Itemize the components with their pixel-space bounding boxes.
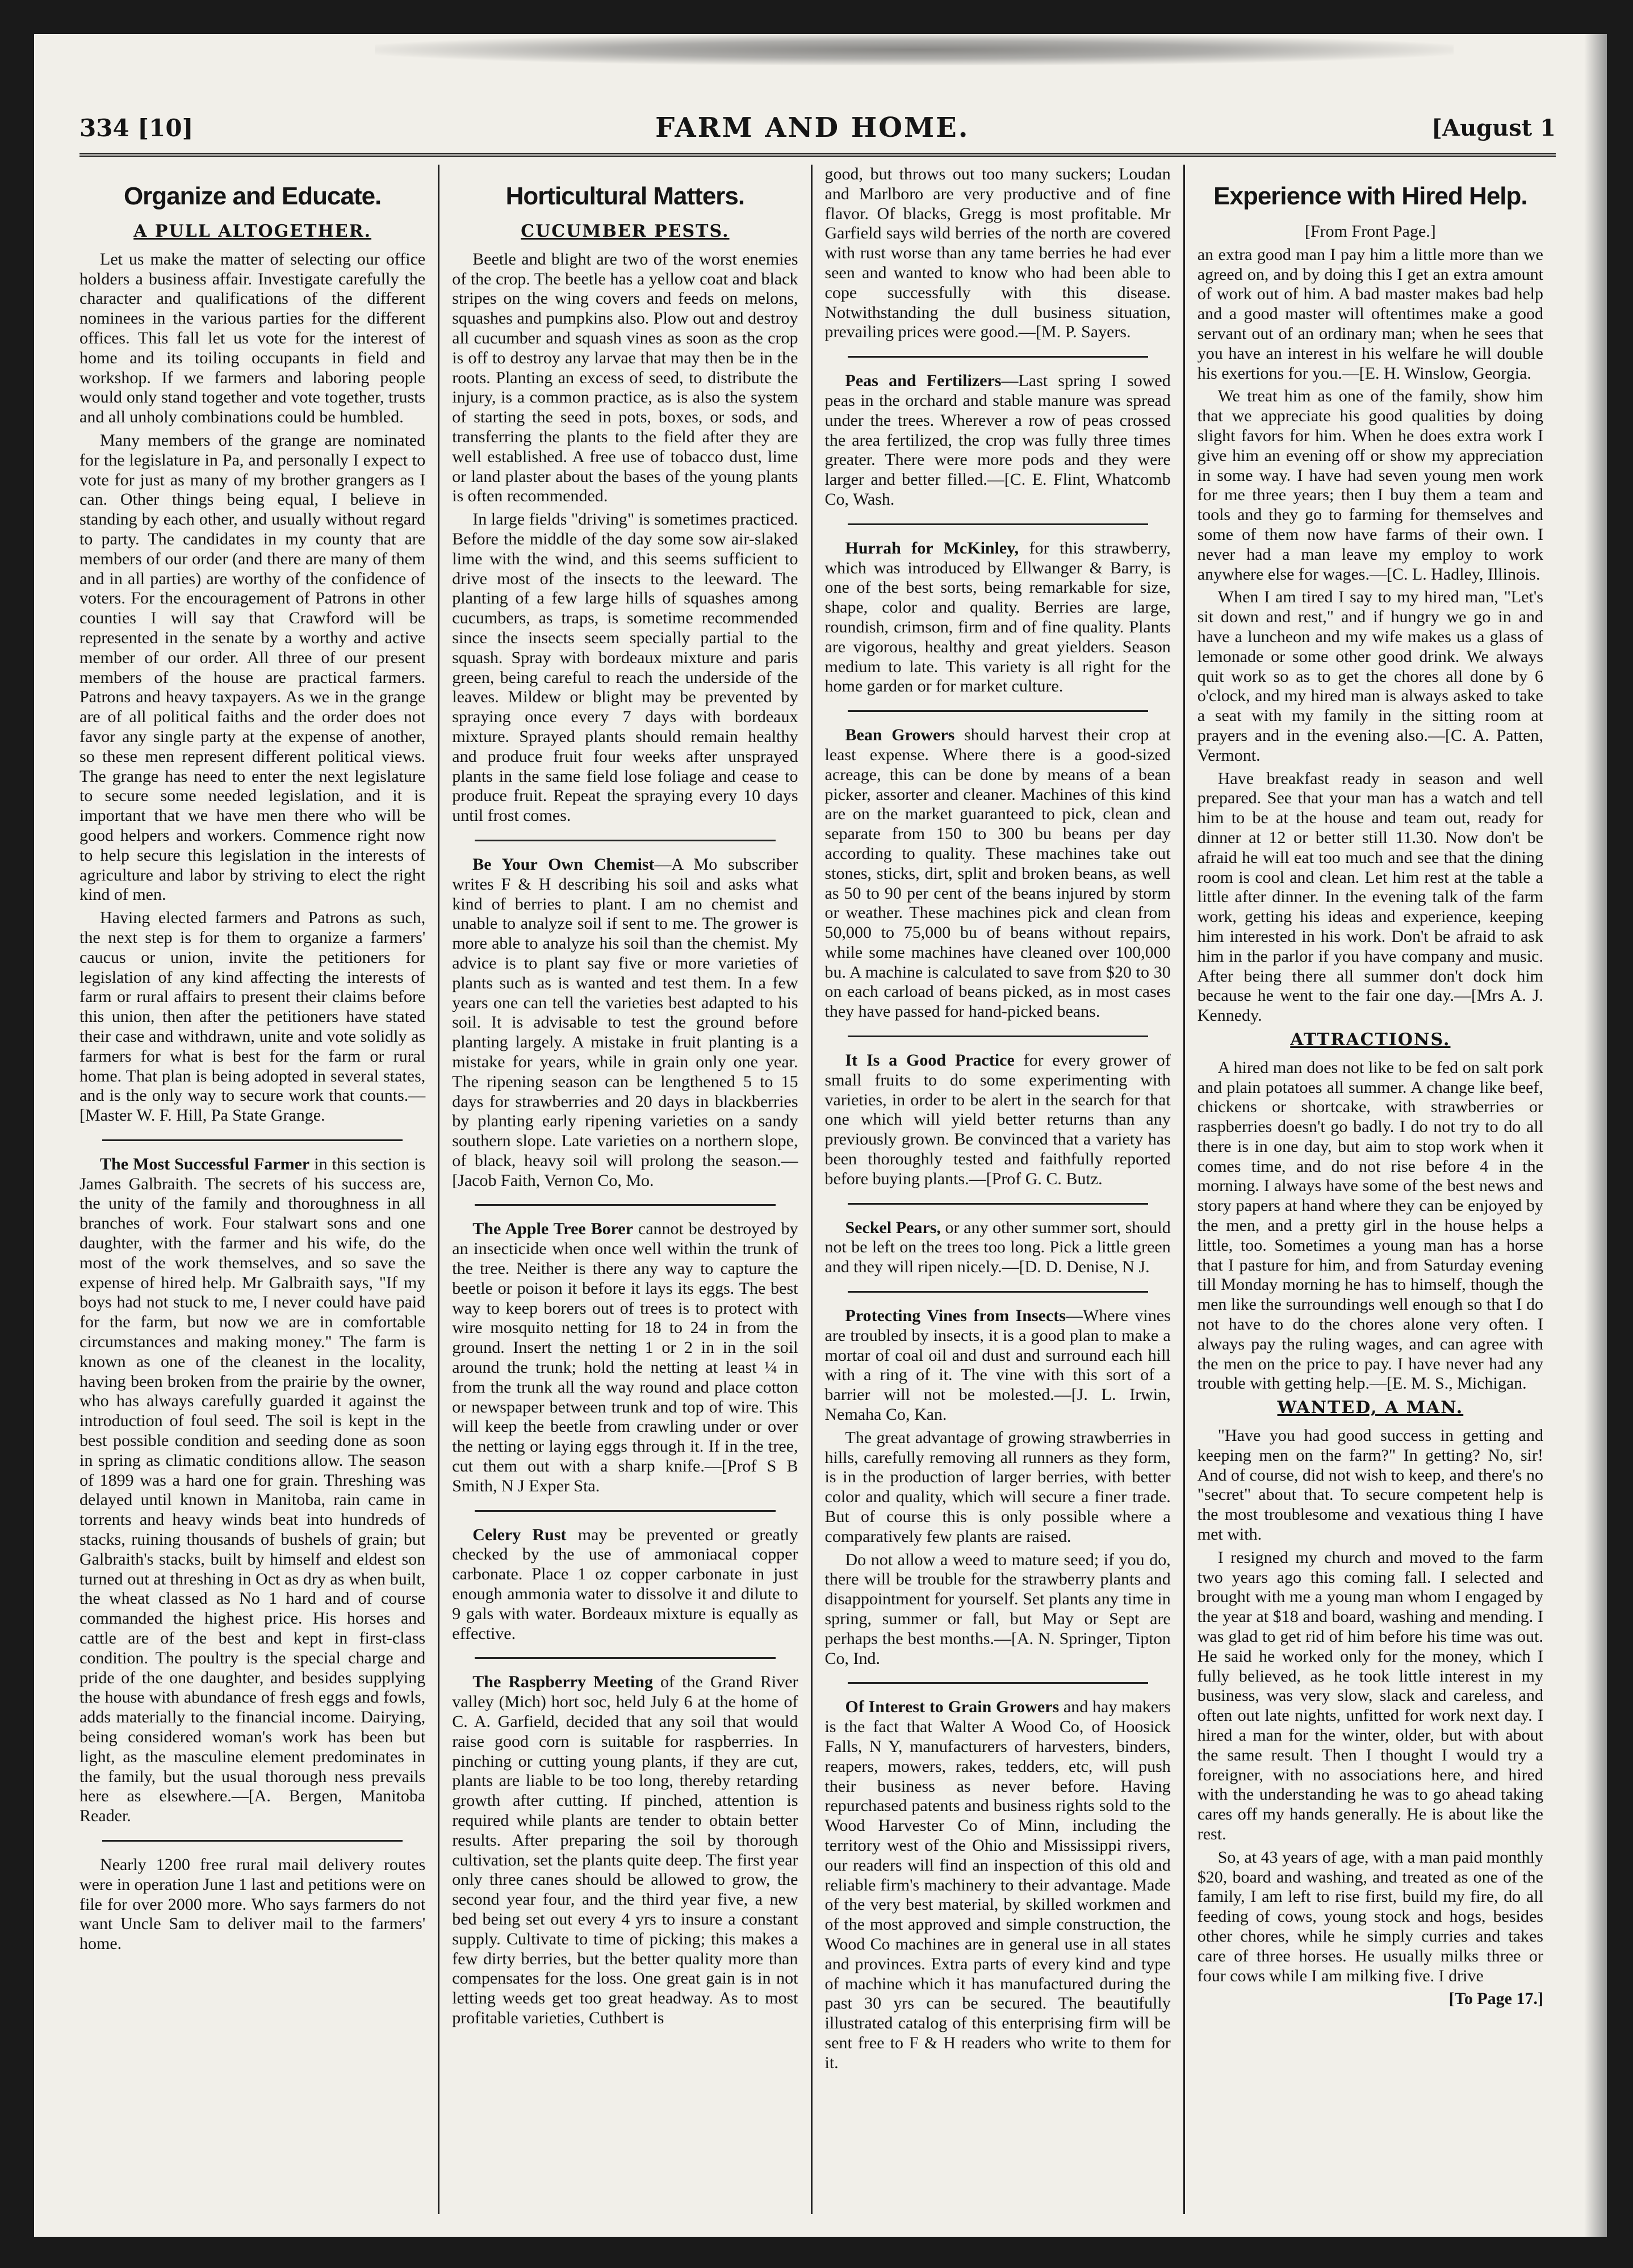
paragraph-text: or any other summer sort, should not be left on the trees too long. Pick a little green and they will ripen nicely.—[D. D. Denise, N J. [824, 1218, 1171, 1277]
paragraph [825, 1218, 1171, 1277]
paragraph-text: —A Mo subscriber writes F & H describing his soil and asks what kind of berries to plant. I am no chemist and unable to analyze soil if sent to me. The grower is more able to analyze his soil than the chemist. My advice is to plant say five or more varieties of plants such as is wanted and test them. In a few years one can tell the varieties best adapted to his soil. It is advisable to test the ground before planting largely. A mistake in fruit planting is a mistake for years, while in grain only one year. The ripening season can be lengthened 5 to 15 days for strawberries and 20 days in blackberries by planting early ripening varieties on a sandy southern slope. Late varieties on a northern slope, of black, heavy soil will prolong the season.—[Jacob Faith, Vernon Co, Mo. [452, 854, 798, 1190]
paragraph-lead: Hurrah for McKinley, [845, 538, 1019, 557]
divider [475, 1510, 775, 1512]
article-subtitle: CUCUMBER PESTS. [521, 221, 730, 242]
continued-from-note: [From Front Page.] [1304, 222, 1436, 241]
page-folio: 334 [10] [79, 114, 194, 142]
paragraph-lead: The Apple Tree Borer [472, 1219, 634, 1239]
paragraph-text: in this section is James Galbraith. The secrets of his success are, the unity of the family and thoroughness in all branches of work. Four stalwart sons and one daughter, with the farmer and his wife, do the most of the work themselves, and so save the expense of hired help. Mr Galbraith says, "If my boys had not stuck to me, I never could have paid for the farm, but now we are in comfortable circumstances and making money." The farm is known as one of the cleanest in the locality, having been broken from the prairie by the owner, who has always carefully guarded it against the introduction of foul seed. The soil is kept in the best possible condition and seeding done as soon in spring as climatic conditions allow. The season of 1899 was a hard one for grain. Threshing was delayed until known in Manitoba, rain came in torrents and heavy winds beat into hundreds of stacks, ruining thousands of bushels of grain; but Galbraith's stacks, built by himself and eldest son turned out at threshing in Oct as dry as when built, the wheat classed as No 1 hard and of course commanded the highest price. His horses and cattle are of the best and kept in first-class condition. The poultry is the special charge and pride of the one daughter, and besides supplying the house with abundance of fresh eggs and fowls, adds materially to the financial income. Dairying, being considered woman's work has been but light, as the masculine element predominates in the family, but the usual thorough ness prevails here as elsewhere.—[A. Bergen, Manitoba Reader. [79, 1154, 426, 1826]
paragraph: an extra good man I pay him a little more than we agreed on, and by doing this I get an extra amount of work out of him. A bad master makes bad help and a good master will oftentimes make a good servant out of an ordinary man; when he sees that you have an interest in his welfare he will double his exertions for you.—[E. H. Winslow, Georgia. [1197, 245, 1543, 383]
paragraph-lead: Of Interest to Grain Growers [845, 1697, 1060, 1717]
article-subtitle: A PULL ALTOGETHER. [133, 221, 372, 242]
paragraph [825, 726, 1171, 1022]
paragraph-lead: It Is a Good Practice [845, 1051, 1015, 1070]
article-subtitle: ATTRACTIONS. [1290, 1029, 1451, 1050]
paragraph: "Have you had good success in getting and keeping men on the farm?" In getting? No, sir! And of course, did not wish to keep, and there's no "secret" about that. To secure competent help is the most troublesome and vexatious thing I have met with. [1197, 1426, 1543, 1544]
paragraph: A hired man does not like to be fed on salt pork and plain potatoes all summer. A change like beef, chickens or shortcake, with strawberries or raspberries doesn't go badly. I do not try to do all there is in one day, but aim to stop work when it comes time, and do not rise before 4 in the morning. I always have some of the best news and story papers at hand where they can be enjoyed by the men, and a pretty girl in the house helps a little, too. Sometimes a young man has a horse that I pasture for him, and from Saturday evening till Monday morning he has to himself, though the men like the surroundings well enough so that I do not have to do the chores alone very often. I always pay the ruling wages, and can agree with the men on the price to pay. I have never had any trouble with getting help.—[E. M. S., Michigan. [1197, 1058, 1543, 1393]
paragraph [825, 1051, 1171, 1189]
columns [79, 165, 1556, 2214]
issue-date: [August 1 [1431, 114, 1556, 141]
paragraph: Nearly 1200 free rural mail delivery routes were in operation June 1 last and petitions were on file for over 2000 more. Who says farmers do not want Uncle Sam to deliver mail to the farmers' home. [79, 1855, 426, 1953]
paragraph-lead: The Raspberry Meeting [472, 1672, 653, 1692]
paragraph [825, 539, 1171, 697]
paragraph: Do not allow a weed to mature seed; if you do, there will be trouble for the strawberry plants and disappointment for yourself. Set plants any time in spring, summer or fall, but May or Sept are perhaps the best months.—[A. N. Springer, Tipton Co, Ind. [824, 1550, 1171, 1668]
paragraph-text: should harvest their crop at least expense. Where there is a good-sized acreage, this can be done by means of a bean picker, assorter and cleaner. Machines of this kind are on the market guaranteed to pick, clean and separate from 150 to 300 bu beans per day according to quality. These machines take out stones, sticks, dirt, split and broken beans, as well as 50 to 90 per cent of the beans injured by storm or weather. These machines pick and clean from 50,000 to 75,000 bu of beans without repairs, while some machines have cleaned over 100,000 bu. A machine is calculated to save from $20 to 30 on each carload of beans picked, as in most cases they have passed for hand-picked beans. [824, 726, 1171, 1021]
paragraph-text: of the Grand River valley (Mich) hort soc, held July 6 at the home of C. A. Garfield, decided that any soil that would raise good corn is suitable for raspberries. In pinching or cutting young plants, if they are cut, plants are liable to be too long, thereby retarding growth after cutting. If pinched, attention is required while plants are tender to obtain better results. After preparing the soil by thorough cultivation, set the plants quite deep. The first year only three canes should be allowed to grow, the second year four, and the third year five, a new bed being set out every 4 yrs to insure a constant supply. Cultivate to time of picking; this makes a few dirty berries, but the better quality more than compensates for the loss. One great gain is in not letting weeds get too great headway. As to most profitable varieties, Cuthbert is [452, 1672, 798, 2027]
page-header [79, 102, 1556, 157]
paragraph: Having elected farmers and Patrons as such, the next step is for them to organize a farmers' caucus or union, invite the petitioners for legislation of any kind affecting the interests of farm or rural affairs to present their claims before this union, then after the petitioners have stated their case and withdrawn, unite and vote solidly as farmers for what is best for the farm or rural home. That plan is being adopted in several states, and is the only way to secure work that counts.—[Master W. F. Hill, Pa State Grange. [79, 908, 426, 1125]
section-title: Organize and Educate. [123, 182, 382, 210]
paragraph-lead: Seckel Pears, [845, 1218, 941, 1237]
divider [848, 356, 1148, 358]
divider [848, 523, 1148, 525]
paragraph: So, at 43 years of age, with a man paid monthly $20, board and washing, and treated as one of the family, I am left to rise first, build my fire, do all feeding of cows, young stock and hogs, besides other chores, while he simply curries and takes care of three horses. He usually milks three or four cows while I am milking five. I drive [1197, 1847, 1543, 1985]
divider [848, 1682, 1148, 1684]
continued-to-note: [To Page 17.] [1448, 1989, 1543, 2009]
paragraph: In large fields "driving" is sometimes practiced. Before the middle of the day some sow air-slaked lime with the wind, and this seems sufficient to drive most of the insects to the leeward. The planting of a few large hills of squashes among cucumbers, as traps, is sometime recommended since the insects seem specially partial to the squash. Spray with bordeaux mixture and paris green, being careful to reach the underside of the leaves. Mildew or blight may be prevented by spraying once every 7 days with bordeaux mixture. Sprayed plants should remain healthy and produce fruit four weeks after unsprayed plants in the same field lose foliage and cease to produce fruit. Repeat the spraying every 10 days until frost comes. [452, 510, 798, 825]
paragraph [825, 371, 1171, 510]
paragraph [825, 1697, 1171, 2073]
paragraph-lead: Celery Rust [472, 1525, 567, 1544]
paragraph-text: cannot be destroyed by an insecticide when once well within the trunk of the tree. Neither is there any way to capture the beetle or poison it before it lays its eggs. The best way to keep borers out of trees is to protect with wire mosquito netting for 18 to 24 in from the ground. Insert the netting 1 or 2 in in the soil around the trunk; hold the netting at least ¼ in from the trunk all the way round and place cotton or newspaper between trunk and top of wire. This will keep the beetle from crawling under or over the netting or laying eggs through it. If in the tree, cut them out with a sharp knife.—[Prof S B Smith, N J Exper Sta. [452, 1219, 798, 1495]
divider [475, 1204, 775, 1206]
column-4 [1185, 165, 1556, 2214]
divider [848, 1036, 1148, 1037]
paragraph-text: may be prevented or greatly checked by the use of ammoniacal copper carbonate. Place 1 oz copper carbonate in just enough ammonia water to dissolve it and dilute to 9 gals with water. Bordeaux mixture is equally as effective. [452, 1525, 798, 1643]
paragraph [79, 1155, 425, 1826]
paragraph-lead: The Most Successful Farmer [100, 1154, 310, 1173]
paragraph-text: for this strawberry, which was introduced by Ellwanger & Barry, is one of the best sorts, being remarkable for size, shape, color and quality. Berries are large, roundish, crimson, firm and of fine quality. Plants are vigorous, healthy and great yielders. Season medium to late. This variety is all right for the home garden or for market culture. [824, 538, 1171, 696]
paragraph-text: and hay makers is the fact that Walter A Wood Co, of Hoosick Falls, N Y, manufacturers of harvesters, binders, reapers, mowers, rakes, tedders, etc, will push their business as never before. Having repurchased patents and business rights sold to the Wood Harvester Co of Minn, including the territory west of the Ohio and Mississippi rivers, our readers will find an inspection of this old and reliable firm's machinery to their advantage. Made of the very best material, by skilled workmen and of the most approved and simple construction, the Wood Co machines are in general use in all states and provinces. Extra parts of every kind and type of machine which it has manufactured during the past 30 yrs can be secured. The beautifully illustrated catalog of this enterprising firm will be sent free to F & H readers who write to them for it. [824, 1697, 1171, 2072]
paragraph-lead: Protecting Vines from Insects [845, 1306, 1066, 1326]
section-title: Experience with Hired Help. [1213, 182, 1527, 210]
scan-smudge [375, 34, 1454, 65]
paragraph [452, 1525, 798, 1644]
paragraph: The great advantage of growing strawberries in hills, carefully removing all runners as they form, is in the production of larger berries, with better color and quality, which will secure a finer trade. But of course this is only possible where a comparatively few plants are raised. [824, 1428, 1171, 1546]
paragraph: Beetle and blight are two of the worst enemies of the crop. The beetle has a yellow coat and black stripes on the wing covers and feeds on melons, squashes and pumpkins also. Plow out and destroy all cucumber and squash vines as soon as the crop is off to destroy any larvae that may then be in the roots. Planting an excess of seed, to distribute the injury, is a common practice, as is also the system of starting the seed in pots, boxes, or sods, and transferring the plants to the field after they are well established. A free use of tobacco dust, lime or land plaster about the bases of the young plants is often recommended. [452, 249, 798, 506]
paragraph [452, 855, 798, 1191]
paragraph-text: —Last spring I sowed peas in the orchard and stable manure was spread under the trees. Wherever a row of peas crossed the area fertilized, the crop was fully three times greater. There were more pods and they were larger and better filled.—[C. E. Flint, Whatcomb Co, Wash. [824, 371, 1171, 509]
paragraph: I resigned my church and moved to the farm two years ago this coming fall. I selected and brought with me a young man whom I engaged by the year at $18 and board, washing and mending. I was glad to get rid of him before his time was out. He said he worked only for the money, which I fully believed, as he took little interest in my business, was very slow, slack and careless, and often out late nights, unfitted for work next day. I hired a man for the winter, older, but with about the same result. Then I thought I would try a foreigner, with no associations here, and hired with the understanding he was to go ahead taking cares off my hands generally. He is about like the rest. [1197, 1548, 1543, 1843]
paragraph-text: for every grower of small fruits to do some experimenting with varieties, in order to be alert in the search for that one which will yield better returns than any previously grown. Be convinced that a variety has been thoroughly tested and faithfully reported before buying plants.—[Prof G. C. Butz. [824, 1051, 1171, 1188]
divider [848, 710, 1148, 712]
paragraph-lead: Be Your Own Chemist [472, 854, 655, 874]
paragraph-lead: Bean Growers [845, 726, 955, 745]
masthead: FARM AND HOME. [655, 112, 970, 144]
divider [848, 1291, 1148, 1293]
paragraph [825, 1306, 1171, 1425]
divider [475, 840, 775, 841]
divider [102, 1139, 403, 1141]
divider [848, 1203, 1148, 1205]
paragraph: good, but throws out too many suckers; Loudan and Marlboro are very productive and of fine flavor. Of blacks, Gregg is most profitable. Mr Garfield says wild berries of the north are covered with rust worse than any tame berries he had ever seen and wanted to know who had been able to cope successfully with this disease. Notwithstanding the dull business situation, prevailing prices were good.—[M. P. Sayers. [824, 165, 1171, 342]
paragraph: Let us make the matter of selecting our office holders a business affair. Investigate carefully the character and qualifications of the different nominees in the various parties for the different offices. This fall let us vote for the interest of home and its toiling occupants in field and workshop. If we farmers and laboring people would only stand together and vote together, trusts and all unholy combinations could be humbled. [79, 249, 426, 427]
newspaper-page [34, 34, 1607, 2237]
divider [475, 1657, 775, 1659]
section-title: Horticultural Matters. [505, 182, 745, 210]
article-subtitle: WANTED, A MAN. [1277, 1398, 1464, 1418]
paragraph [452, 1672, 798, 2028]
paragraph: We treat him as one of the family, show him that we appreciate his good qualities by doing slight favors for him. When he does extra work I give him an evening off or show my appreciation in some way. I have had seven young men work for me three years; then I buy them a team and tools and they go to farming for themselves and some of them now have farms of their own. I never had a man leave my employ to work anywhere else for wages.—[C. L. Hadley, Illinois. [1197, 387, 1543, 584]
paragraph [452, 1219, 798, 1496]
paragraph-lead: Peas and Fertilizers [845, 371, 1002, 391]
divider [102, 1840, 403, 1842]
scan-edge-shadow [1584, 34, 1607, 2237]
paragraph: Have breakfast ready in season and well prepared. See that your man has a watch and tell him to be at the house and team out, ready for dinner at 12 or better still 11.30. Now don't be afraid he will eat too much and see that the dining room is cool and clean. Let him rest at the table a little after dinner. In the evening talk of the farm work, getting his ideas and experience, keeping him interested in his work. Don't be afraid to ask him in the parlor if you have company and music. After being there all summer don't dock him because he went to the fair one day.—[Mrs A. J. Kennedy. [1197, 769, 1543, 1025]
paragraph: Many members of the grange are nominated for the legislature in Pa, and personally I expect to vote for just as many of my brother grangers as I can. Other things being equal, I believe in standing by each other, and usually without regard to party. The candidates in my county that are members of our order (and there are many of them and in all parties) are worthy of the confidence of voters. For the encouragement of Patrons in other counties I will say that Crawford will be represented in the senate by a worthy and active member of our order. All three of our present members of the house are practical farmers. Patrons and heavy taxpayers. As we in the grange are of all political faiths and the order does not favor any single party at the expense of another, so these men represent different political views. The grange has need to enter the next legislature to secure some needed legislation, and it is important that we have men there who will be good helpers and workers. Commence right now to help secure this legislation in the interests of agriculture and labor by striving to elect the right kind of men. [79, 431, 426, 904]
column-2 [439, 165, 812, 2214]
column-3 [813, 165, 1185, 2214]
column-1 [79, 165, 439, 2214]
paragraph: When I am tired I say to my hired man, "Let's sit down and rest," and if hungry we go in and have a luncheon and my wife makes us a glass of lemonade or some other good drink. We always quit work so as to get the chores all done by 6 o'clock, and my hired man is always asked to take a seat with my family in the sitting room at prayers and in the evening also.—[C. A. Patten, Vermont. [1197, 588, 1543, 765]
paragraph-text: —Where vines are troubled by insects, it is a good plan to make a mortar of coal oil and dust and surround each hill with a ring of it. The vine with this sort of a barrier will not be molested.—[J. L. Irwin, Nemaha Co, Kan. [824, 1306, 1171, 1424]
